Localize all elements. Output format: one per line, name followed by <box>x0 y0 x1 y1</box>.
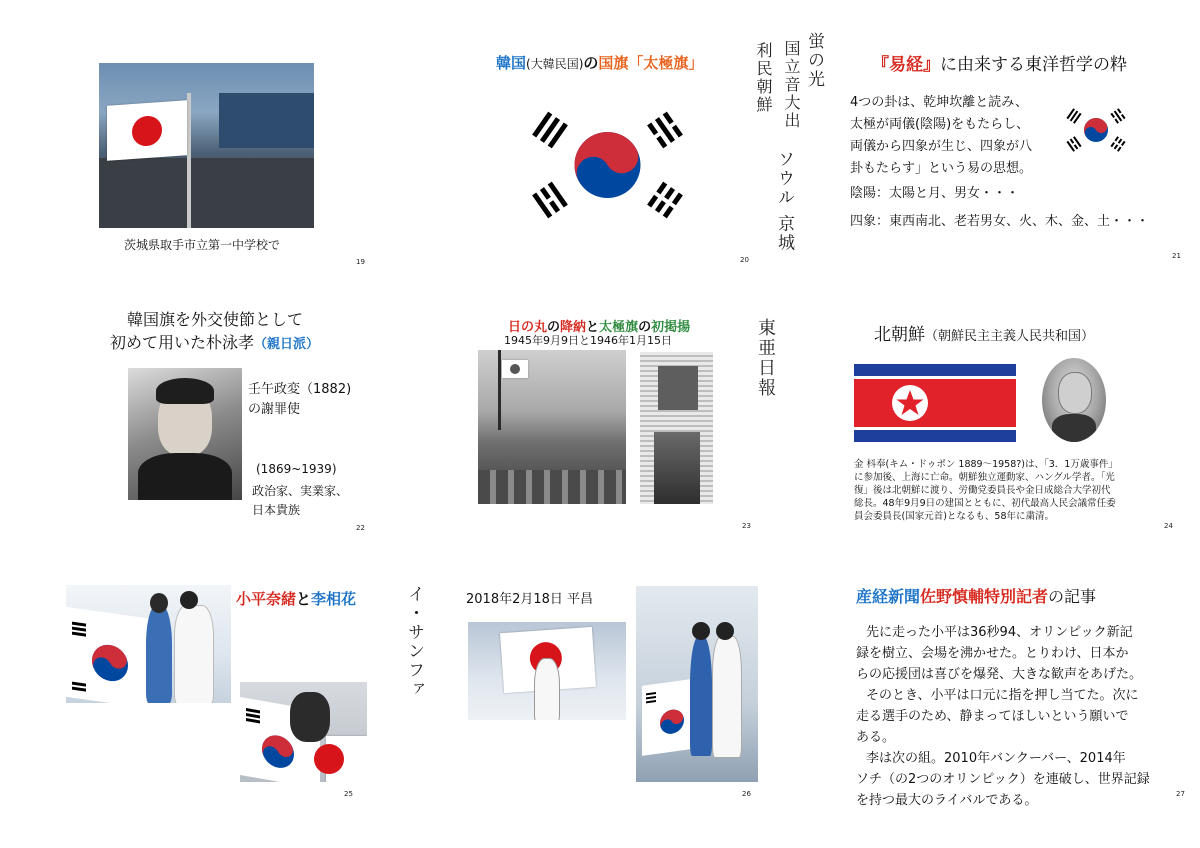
handwritten-note: 東亜日報 <box>755 318 776 398</box>
skaters-photo-1 <box>66 585 231 703</box>
japan-flag <box>107 100 187 161</box>
page-number: 27 <box>1176 790 1185 798</box>
handwritten-note: 蛍の光 <box>804 32 824 89</box>
biography-text: 金 枓奉(キム・ドゥボン 1889～1958?)は、「3．1万歳事件」 に参加後、上海に亡命。朝鮮独立運動家、ハングル学者。「光 復」後は北朝鮮に渡り、労働党委員長や金日成総合大学初代 総長。48年9月9日の建国とともに、初代最高人民会議常任委 員会委員長(国家元首)となるも、58年に粛清。 <box>854 459 1118 522</box>
skaters-photo-2 <box>240 682 367 782</box>
slide-23 <box>400 290 790 560</box>
subtitle-dates: 1945年9月9日と1946年1月15日 <box>504 334 672 347</box>
caption-2: の謝罪使 <box>248 402 301 417</box>
slide-19 <box>0 0 390 270</box>
japan-flag <box>502 360 528 378</box>
page-number: 19 <box>356 258 365 266</box>
embrace-photo <box>636 586 758 782</box>
south-korea-flag <box>510 100 705 230</box>
page-number: 24 <box>1164 522 1173 530</box>
slide-21 <box>820 0 1200 270</box>
slide-title: 韓国(大韓民国)の国旗「太極旗」 <box>496 54 704 72</box>
caption-4: 政治家、実業家、 <box>252 484 349 498</box>
slide-title: 産経新聞佐野慎輔特別記者の記事 <box>856 587 1097 606</box>
slide-title-line1: 韓国旗を外交使節として <box>127 310 304 329</box>
caption-3: (1869~1939) <box>256 462 337 476</box>
caption-1: 壬午政変（1882) <box>248 382 352 397</box>
south-korea-flag-small <box>1060 106 1132 154</box>
page-number: 26 <box>742 790 751 798</box>
school-flag-photo <box>99 63 314 228</box>
south-korea-flag <box>66 607 154 703</box>
slide-title-line2: 初めて用いた朴泳孝（親日派） <box>110 333 320 352</box>
newspaper-clipping <box>640 352 713 504</box>
page-number: 23 <box>742 522 751 530</box>
handwritten-note: 利民朝鮮 <box>754 42 773 114</box>
slide-title: 『易経』に由来する東洋哲学の粋 <box>872 55 1127 75</box>
portrait-kim-dubong <box>1042 358 1106 442</box>
date-caption: 2018年2月18日 平昌 <box>466 592 594 607</box>
ceremony-photo <box>478 350 626 504</box>
portrait-photo <box>128 368 242 500</box>
slide-25 <box>0 570 390 840</box>
page-number: 25 <box>344 790 353 798</box>
handwritten-note: 国立音大出 <box>782 40 801 130</box>
page-number: 20 <box>740 256 749 264</box>
slide-20 <box>400 0 790 270</box>
four-images-line: 四象：東西南北、老若男女、火、木、金、土・・・ <box>850 214 1150 229</box>
slide-27 <box>820 570 1200 840</box>
kodaira-photo <box>468 622 626 720</box>
caption: 茨城県取手市立第一中学校で <box>124 238 281 252</box>
caption-5: 日本貴族 <box>252 503 301 517</box>
slide-24 <box>820 290 1200 560</box>
north-korea-flag <box>854 364 1016 442</box>
page-number: 21 <box>1172 252 1181 260</box>
slide-title: 小平奈緒と李相花 <box>236 590 357 608</box>
handwritten-note: イ・サンファ <box>404 585 424 699</box>
slide-title: 北朝鮮（朝鮮民主主義人民共和国） <box>874 325 1095 345</box>
explanation-lines: 4つの卦は、乾坤坎離と読み、 太極が両儀(陰陽)をもたらし、 両儀から四象が生じ、四象が八 卦もたらす」という易の思想。 <box>850 95 1033 176</box>
slide-title: 日の丸の降納と太極旗の初掲揚 <box>508 320 691 335</box>
handwritten-note: ソウル 京城 <box>774 150 794 253</box>
page-number: 22 <box>356 524 365 532</box>
yinyang-line: 陰陽：太陽と月、男女・・・ <box>850 186 1020 201</box>
slide-26 <box>400 570 790 840</box>
slide-22 <box>0 290 390 560</box>
article-text: 先に走った小平は36秒94、オリンピック新記 録を樹立、会場を沸かせた。とりわけ、日本か らの応援団は喜びを爆発、大きな歓声をあげた。 そのとき、小平は口元に指を押し当てた。次に 走る選手のため、静まってほしいという願いで ある。 李は次の組。2010年バンクーバー、2014年 ソチ（の2つのオリンピック）を連破し、世界記録 を持つ最大のライバルである。 <box>856 625 1150 808</box>
japan-flag <box>326 736 367 782</box>
